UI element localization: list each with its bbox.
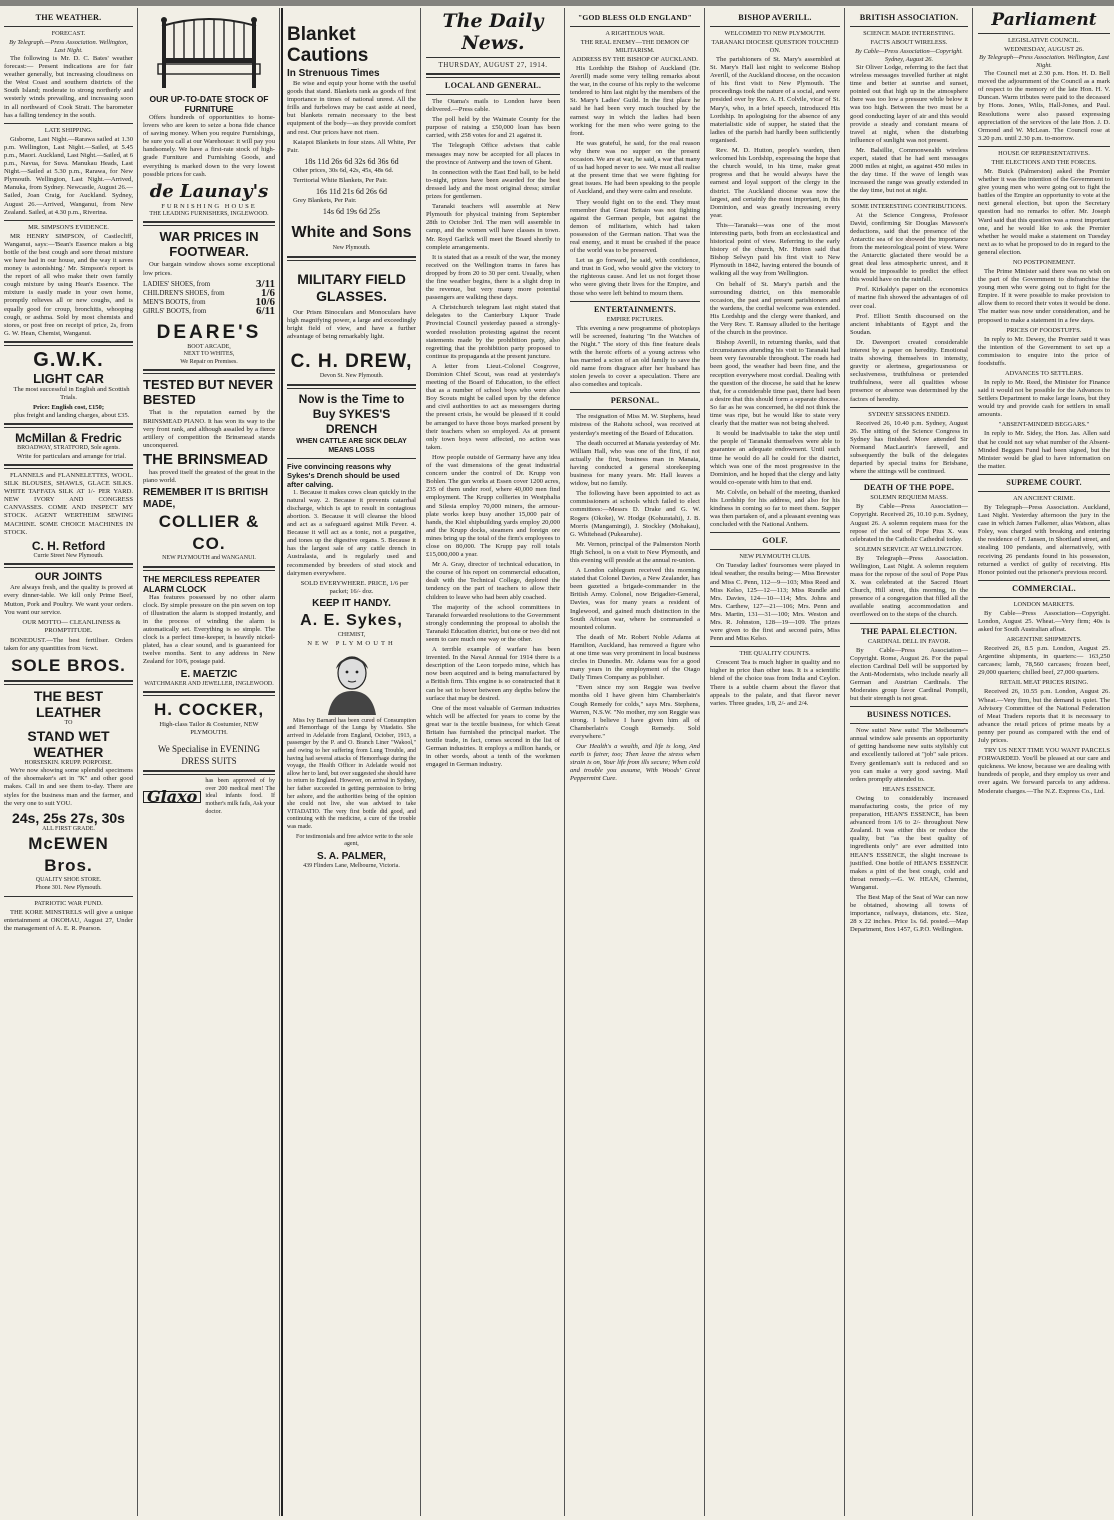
argentine-text: Received 26, 8.5 p.m. London, August 25. Argentine shipments, in quarters:— 163,250 carcases; lamb, 78,560 carcases; frozen beef, 29,000 quarters; chilled beef, 27,000 quarters. bbox=[978, 645, 1110, 677]
council-text: The Council met at 2.30 p.m. Hon. H. D. Bell moved the adjournment of the Council as a mark of respect to the memory of the late Hon. H. V. Duncan. Warm tributes were paid to the deceased by Hons. Jones, Wilis, Hall-Jones, and Paul. Resolutions were also passed expressing appreciation of the services of the late Hon. J. D. Ormond and W. McLean. The Council rose at 3.20 p.m. until 2.30 p.m. to-morrow. bbox=[978, 70, 1110, 142]
column-2 bbox=[139, 8, 280, 1516]
local-paragraph: The poll held by the Waimate County for the purpose of raising a £50,000 loan has been carried, with 258 votes for and 21 against it. bbox=[426, 116, 560, 140]
foodstuffs-text: In reply to Mr. Dewey, the Premier said it was the intention of the Government to set up a commission to enquire into the price of foodstuffs. bbox=[978, 335, 1110, 367]
war-price-row: LADIES' SHOES, from 3/11 bbox=[143, 277, 275, 290]
bed-illustration bbox=[154, 12, 264, 92]
supreme-court-heading: SUPREME COURT. bbox=[1006, 477, 1082, 487]
averill-paragraph: On behalf of St. Mary's parish and the surrounding district, on this memorable occasion, the past and present parishioners and the wardens, the cordial welcome was extended. His Lordship and the clergy were thanked, and the Very Rev. T. Ramsay alluded to the heritage of the church in the province. bbox=[710, 280, 840, 337]
furniture-text: Offers hundreds of opportunities to home-lovers who are keen to seize a bona fide chance of saving money. When you require Furnishings, be sure you call at our Warehouse: it will pay you handsomely. We have a first-rate stock of high-grade Furniture and Furnishing Goods, and everything is marked down to the very lowest possible prices for cash. bbox=[143, 114, 275, 178]
mcewen-heading: McEWEN Bros. bbox=[28, 834, 109, 876]
council-dateline: By Telegraph—Press Association. Wellington, Last Night. bbox=[979, 54, 1109, 70]
personal-paragraph: Mr. Vernon, principal of the Palmerston North High School, is on a visit to New Plymouth, and this evening will preside at the annual re-union. bbox=[570, 540, 700, 564]
ancient-crime-heading: AN ANCIENT CRIME. bbox=[1013, 494, 1075, 502]
keep-handy: KEEP IT HANDY. bbox=[312, 597, 391, 609]
foodstuffs-heading: PRICES OF FOODSTUFFS. bbox=[1006, 326, 1082, 334]
furniture-heading: OUR UP-TO-DATE STOCK OF FURNITURE bbox=[149, 94, 269, 114]
delaunay-address: THE LEADING FURNISHERS, INGLEWOOD. bbox=[149, 210, 269, 217]
sykes-heading: Now is the Time to Buy SYKES'S DRENCH bbox=[298, 391, 405, 436]
brinsmead-heading: THE BRINSMEAD bbox=[143, 450, 269, 468]
peppermint-poem: Our Health's a wealth, and life is long, And earth is fairer, too; Then leave the stress when strain is on, Your life from ills secure; When cold and trouble you assume, With Woods' Great Peppermint Cure. bbox=[570, 743, 700, 783]
glaxo-logo: Glaxo bbox=[143, 791, 201, 803]
collier-subheading: NEW PLYMOUTH and WANGANUI. bbox=[162, 555, 256, 562]
meat-prices-text: Received 26, 10.55 p.m. London, August 26. Wheat.—Very firm, but the demand is quiet. The Advisory Committee of the National Federation of Meat Traders reports that it is necessary to advance the retail prices of prime meats by a penny per pound as compared with the end of July prices. bbox=[978, 688, 1110, 744]
grey-label: Grey Blankets, Per Pair. bbox=[293, 197, 357, 205]
glaxo-text: has been approved of by over 200 medical men! The ideal infants food. If mother's milk fails, Ask your doctor. bbox=[205, 778, 275, 815]
local-paragraph: A Christchurch telegram last night stated that delegates to the Canterbury Liquor Trade Provincial Council yesterday passed a strongly-worded resolution protesting against the recent statements made by the prohibition party, also regretting that the prohibition party proposed to continue its propaganda at the present juncture. bbox=[426, 304, 560, 360]
local-paragraph: Mr A. Gray, director of technical education, in the course of his report on commercial education, dealt with the Technical College, deplored the tendency on the part of teachers to allow their children to leave who had been ably coached. bbox=[426, 561, 560, 601]
contributions-paragraph: Prof. Kirkaldy's paper on the economics of marine fish showed the advantages of oil over coal. bbox=[850, 286, 968, 310]
sykes-reasons-heading: Five convincing reasons why Sykes's Drench should be used after calving. bbox=[287, 461, 400, 489]
maetzic-subheading: WATCHMAKER AND JEWELLER, INGLEWOOD. bbox=[144, 680, 274, 687]
parliament-heading: Parliament bbox=[991, 10, 1097, 30]
assoc-subheading-2: FACTS ABOUT WIRELESS. bbox=[870, 39, 948, 46]
patriotic-heading: PATRIOTIC WAR FUND. bbox=[34, 899, 103, 907]
empire-text: This evening a new programme of photoplays will be screened, featuring "In the Watches of the Night." The story of this fine feature deals with the heroic efforts of a young actress who has married a scion of an old family to save the old name from disgrace after her husband has stolen jewels to cover a speculation. There are also comedies and topicals. bbox=[570, 324, 700, 389]
blanket-text: Be wise and equip your home with the useful goods that stand. Blankets rank as goods of first importance in times of national unrest. All the frills and furbelows may be cast aside at need, but blankets remain necessary to the best equipment of the body—as they provide comfort and rest. Our prices have not risen. bbox=[287, 80, 416, 136]
quality-counts-heading: THE QUALITY COUNTS. bbox=[739, 650, 811, 658]
column-3 bbox=[281, 8, 421, 1516]
mcmillan-text: Write for particulars and arrange for trial. bbox=[16, 452, 127, 460]
postponement-text: The Prime Minister said there was no wish on the part of the Government to disfranchise the young men who were going out to fight for the Empire. If it were possible to make provision to allow them to record their votes it would be done. The matter was now under consideration, and he proposed to make a statement in a few days. bbox=[978, 267, 1110, 324]
righteous-paragraph: His Lordship the Bishop of Auckland (Dr. Averill) made some very telling remarks about the war, in the course of his reply to the welcome tendered to him last night by the members of the St. Mary's Ladies' Guild. In the first place he said he had been very much touched by the earnest way in which the ladies had been working for the men who were going to the front. bbox=[570, 65, 700, 137]
alarm-text: Has features possessed by no other alarm clock. By simple pressure on the pin seven on top of illustration the alarm is stopped instantly, and in the process of winding the alarm is automatically set. Everything is so simple. The clock is a perfect time-keeper, is heavily nickel-plated, has a clear sound, and is guaranteed for twelve months. Sent to any address in New Zealand for 10/6, postage paid. bbox=[143, 593, 275, 666]
palmer-text: For testimonials and free advice write to the sole agent, bbox=[296, 833, 413, 848]
leather-to: TO bbox=[64, 720, 73, 727]
righteous-subheading-2: ADDRESS BY THE BISHOP OF AUCKLAND. bbox=[572, 56, 698, 63]
papal-election-subheading: CARDINAL DELL IN FAVOR. bbox=[867, 637, 951, 645]
column-5 bbox=[566, 8, 705, 1516]
gwk-heading: G.W.K. bbox=[33, 348, 104, 371]
weather-heading: THE WEATHER. bbox=[35, 13, 102, 22]
assoc-paragraph: Mr. Balsillie, Commonwealth wireless expert, stated that he had sent messages 2000 miles at night, as against 450 miles in the day time. If the wave of length was increased the range was greatly extended in the day time, but not at night. bbox=[850, 146, 968, 195]
flannel-text: FLANNELS and FLANNELETTES, WOOL. SILK BLOUSES, SHAWLS, GLACE SILKS. WHITE TAFFATA SILK AT 1/- PER YARD. NEW IVORY AND CONGRESS CANVASSES. COME AND INSPECT MY STOCK. AGENT WERTHEIM SEWING MACHINE. SOME CHOICE MACHINES IN STOCK. bbox=[4, 471, 133, 536]
house-text: Mr. Buick (Palmerston) asked the Premier whether it was the intention of the Government to give young men who were going out to fight the battles of the Empire an opportunity to vote at the next general election, but upon the Secretary question had no remarks to offer. Mr. Joseph Ward said that this question was a most important one, and he would like to ask the Premier whether he would make a statement on Tuesday next as to what he proposed to do in regard to the general election. bbox=[978, 167, 1110, 256]
patriotic-text: THE KORE MINSTRELS will give a unique entertainment at OKOHAU, August 27, Under the management of A. E. R. Pearson. bbox=[4, 908, 133, 932]
golf-subheading: NEW PLYMOUTH CLUB. bbox=[739, 553, 811, 561]
righteous-subheading: THE REAL ENEMY—THE DEMON OF MILITARISM. bbox=[580, 39, 690, 54]
wellington-service-heading: SOLEMN SERVICE AT WELLINGTON. bbox=[854, 545, 964, 553]
god-bless-heading: "GOD BLESS OLD ENGLAND" bbox=[577, 13, 693, 22]
mcmillan-heading: McMillan & Fredric bbox=[15, 431, 122, 446]
leather-subheading: HORSESKIN. KRUPP. PORPOISE. bbox=[24, 759, 113, 766]
righteous-paragraph: Let us go forward, he said, with confidence, and trust in God, who would give the victory to the righteous cause. And let us not forget those who were giving their lives for the Empire, and those who were left behind to mourn them. bbox=[570, 257, 700, 297]
averill-heading: BISHOP AVERILL. bbox=[738, 13, 812, 22]
portrait-illustration bbox=[322, 651, 382, 715]
simpson-text: MR HENRY SIMPSON, of Castlecliff, Wanganui, says:—'Bean's Essence makes a big bottle of the best cough and sore throat mixture we have had in our house, and the way it saves money is astonishing.' Mr. Simpson's report is the report of all who make their own family cough mixture by using Hean's Essence. The mixture is easily made in your own home, promptly relieves all or new coughs, and is equally good for croup, bronchitis, whooping cough, or asthma. Sold by most chemists and stores, or post free on receipt of price, 2s, from G. W. Hean, Chemist, Wanganui. bbox=[4, 232, 133, 337]
retford-heading: C. H. Retford bbox=[31, 538, 106, 553]
contributions-paragraph: Dr. Davenport created considerable interest by a paper on heredity. Emotional traits showing themselves in intensity, gravity or alertness, gregariousness or seclusiveness, truthfulness or pretended truthfulness, were all qualities whose presence or absence was determined by the factors of heredity. bbox=[850, 338, 968, 403]
papal-election-text: By Cable—Press Association—Copyright. Rome, August 26. For the papal election Cardinal Dell will be supported by the Anti-Modernists, who include nearly all German and Austrian Cardinals. The Moderates group favor Cardinal Pompili, but their strength is not great. bbox=[850, 646, 968, 703]
territorial-prices: 16s 11d 21s 6d 26s 6d bbox=[315, 187, 388, 197]
delaunay-heading: de Launay's bbox=[149, 180, 269, 202]
personal-paragraph: The death occurred at Manaia yesterday of Mr. William Hall, who was one of the first, if not actually the first, business man in Manaia, having conducted a general storekeeping business for many years. Mr. Hall leaves a widow, but no family. bbox=[570, 439, 700, 488]
assoc-subheading: SCIENCE MADE INTERESTING. bbox=[863, 30, 955, 37]
kaiapoi-label: Kaiapoi Blankets in four sizes. All White, Per Pair. bbox=[287, 138, 416, 154]
forecast-dateline: By Telegraph.—Press Association. Wellington, Last Night. bbox=[9, 39, 128, 54]
blanket-heading: Blanket Cautions bbox=[287, 24, 369, 66]
mcewen-subheading: QUALITY SHOE STORE. bbox=[35, 877, 102, 884]
palmer-heading: S. A. PALMER, bbox=[317, 850, 386, 862]
simpson-heading: MR. SIMPSON'S EVIDENCE. bbox=[28, 223, 109, 231]
commercial-heading: COMMERCIAL. bbox=[1012, 583, 1076, 593]
local-paragraph: In connection with the East End ball, to be held to-night, prizes have been awarded for the best dressed lady and the most original dress; similar prizes for gentlemen. bbox=[426, 168, 560, 201]
military-text: Our Prism Binoculars and Monoculars have high magnifying power, a large and exceedingly bright field of view, and have a further advantage of being remarkably light. bbox=[287, 308, 416, 340]
leather-heading: THE BEST LEATHER bbox=[33, 688, 104, 721]
tested-text: That is the reputation earned by the BRINSMEAD PIANO. It has won its way to the very front rank, and although assailed by a fierce artillery of competition the Brinsmead stands unconquered. bbox=[143, 409, 275, 449]
council-heading: LEGISLATIVE COUNCIL. bbox=[1007, 37, 1081, 44]
shipping-text: Gisborne, Last Night.—Rarawa sailed at 1.30 p.m. Wellington, Last Night.—Sailed, at 5.45 p.m., Maori. Auckland, Last Night.—Sailed, at 6 p.m., Navua, for Suva. Manukau Heads, Last Night.—Sailed at 5.30 p.m., Rarawa, for New Plymouth. Wellington, Last Night.—Arrived, Manuka, from Sydney. Newcastle, August 26.—Sailed, Joan Craig, for Auckland. Sydney, August 26.—Arrived, Wanganui, from New Zealand. Sailed, at 4.30 p.m., Riverina. bbox=[4, 135, 133, 216]
grey-prices: 14s 6d 19s 6d 25s bbox=[322, 207, 381, 217]
sole-bros-heading: SOLE BROS. bbox=[11, 656, 126, 676]
house-heading: HOUSE OF REPRESENTATIVES. bbox=[998, 149, 1090, 157]
beggars-heading: "ABSENT-MINDED BEGGARS." bbox=[998, 421, 1090, 429]
shipping-heading: LATE SHIPPING. bbox=[44, 126, 93, 134]
local-paragraph: A letter from Lieut.-Colonel Cosgrove, Dominion Chief Scout, was read at yesterday's meeting of the Board of Education, to the effect that as a number of school boys who were also Boy Scouts might be called upon by the defence and civil authorities to act as messengers during the present crisis, he would be pleased if it could be arranged to have those boys marked present by their teachers when so employed. As at present only town boys were affected, no action was taken. bbox=[426, 362, 560, 451]
delaunay-subheading: FURNISHING HOUSE bbox=[161, 202, 257, 210]
barnard-text: Miss Ivy Barnard has been cured of Consumption and Hemorrhage of the Lungs by Vitadatio. She arrived in Adelaide from England, October, 1913, a passenger by the P. and O. Branch Liner "Wakool," and owing to her suffering from Lung Trouble, and having had several attacks of Hemorrhage during the voyage, the Health Officer in Adelaide would not allow her to land, but over suggested she should have to return to England. However, on arrival in Sydney, her father succeeded in getting permission to bring her ashore, and the authorities being of the opinion she could not live, she was advised to take VITADATIO. The very first bottle did good, and continuing with the medicine, a cure of the trouble was made. bbox=[287, 717, 416, 830]
war-price-row: CHILDREN'S SHOES, from 1/6 bbox=[143, 286, 275, 299]
joints-heading: OUR JOINTS bbox=[34, 571, 103, 584]
assoc-paragraph: Sir Oliver Lodge, referring to the fact that wireless messages travelled further at night time and better at sunrise and sunset, pointed out that high up in the atmosphere there was too low a pressure while below it was too high. Between the two must be a good conducting layer of air and this would provide a steady and constant means of travel at night, when the disturbing influence of sunlight was not present. bbox=[850, 64, 968, 144]
deare-text: We Repair on Premises. bbox=[180, 358, 238, 365]
sykes-reasons: 1. Because it makes cows clean quickly in the natural way. 2. Because it prevents catarrhal discharge, which is apt to result in contagious abortion. 3. Because it will cleanse the blood and act as a safeguard against Milk Fever. 4. Because it will act as a tonic, not a purgative, and tones up the digestive organs. 5. Because it has the largest sale of any cattle drench in Australasia, and is regularly used and recommended by breeders of stud stock and dairymen everywhere. bbox=[287, 488, 416, 577]
personal-paragraph: The death of Mr. Robert Noble Adams at Hamilton, Auckland, has removed a figure who at one time was very prominent in local business circles in Dunedin. Mr. Adams was for a good many years in the employment of the Otago Daily Times Company as publisher. bbox=[570, 633, 700, 682]
drew-address: Devon St. New Plymouth. bbox=[319, 373, 384, 380]
deare-subheading: BOOT ARCADE, bbox=[187, 343, 231, 350]
bonedust-text: BONEDUST.—The best fertiliser. Orders taken for any quantities from ¼cwt. bbox=[4, 636, 133, 652]
gwk-text: The most successful in English and Scottish Trials. bbox=[13, 385, 130, 401]
london-markets-text: By Cable—Press Association—Copyright. London, August 25. Wheat.—Very firm; 40s is asked for South Australian afloat. bbox=[978, 609, 1110, 633]
masthead-title: The Daily News. bbox=[442, 10, 544, 54]
local-paragraph: A terrible example of warfare has been invented. In the Naval Annual for 1914 there is a description of the Leon torpedo mine, which has now been acquired and is being manufactured by a British firm. This engine is so constructed that it can be set to hover between any depths below the surface that may be desired. bbox=[426, 646, 560, 702]
deare-address: NEXT TO WHITES, bbox=[183, 351, 235, 358]
meat-prices-heading: RETAIL MEAT PRICES RISING. bbox=[999, 679, 1089, 687]
argentine-heading: ARGENTINE SHIPMENTS. bbox=[1006, 636, 1082, 644]
gwk-subheading: LIGHT CAR bbox=[33, 370, 104, 386]
asykes-heading: A. E. Sykes, bbox=[300, 611, 403, 629]
postponement-heading: NO POSTPONEMENT. bbox=[1012, 258, 1076, 266]
cocker-heading: H. COCKER, bbox=[153, 700, 265, 720]
mcewen-phone: Phone 301. New Plymouth. bbox=[35, 884, 102, 891]
territorial-label: Territorial White Blankets, Per Pair. bbox=[293, 176, 388, 184]
column-4 bbox=[422, 8, 565, 1516]
ancient-crime-text: By Telegraph—Press Association. Auckland, Last Night. Yesterday afternoon the jury in the case in which James Falkener, alias Watson, alias Foley, was charged with breaking and entering the residence of F. Jansen, in Shortland street, and stealing 100 pendants, and alternatively, with receiving 26 pendants found in his possession, returned a verdict of guilty of receiving. His Honor pointed out the prisoner's previous record. bbox=[978, 503, 1110, 576]
white-sons-subheading: New Plymouth. bbox=[332, 245, 371, 252]
war-prices-text: Our bargain window shows some exceptional low prices. bbox=[143, 261, 275, 277]
drew-heading: C. H. DREW, bbox=[290, 351, 413, 373]
personal-paragraph: A London cablegram received this morning stated that Colonel Davies, a New Zealander, has been gazetted a brigade-commander in the British Army. Colonel, now Brigadier-General, Davies, was for many years a resident of Inglewood, and gained much distinction in the South African war, where he commanded a mounted column. bbox=[570, 567, 700, 631]
righteous-paragraph: He was grateful, he said, for the real reason why there was no supper on the present occasion. We are at war, he said, a war that many of us had hoped never to see. We must all realise at the present time that we were fighting for great issues. He had been speaking to the people of Auckland, and they were calm and resolute. bbox=[570, 139, 700, 196]
averill-paragraph: Mr. Colvile, on behalf of the meeting, thanked his Lordship for his address, and also for his kindness in coming so far to meet them. Supper was then partaken of, and a pleasant evening was concluded with the National Anthem. bbox=[710, 488, 840, 529]
elections-heading: THE ELECTIONS AND THE FORCES. bbox=[991, 158, 1097, 166]
beggars-text: In reply to Mr. Sidey, the Hon. Jas. Allen said that he could not say what number of the Absent-Minded Beggars Fund had been signed, but the Minister would be glad to have information on the matter. bbox=[978, 430, 1110, 470]
motto-text: OUR MOTTO— CLEANLINESS & PROMPTITUDE. bbox=[22, 618, 121, 634]
entertainments-heading: ENTERTAINMENTS. bbox=[594, 304, 676, 314]
masthead-date: THURSDAY, AUGUST 27, 1914. bbox=[438, 61, 548, 69]
contributions-paragraph: Prof. Elliott Smith discoursed on the ancient inhabitants of Egypt and the Soudan. bbox=[850, 312, 968, 336]
forecast-heading: FORECAST. bbox=[51, 30, 86, 37]
averill-paragraph: Rev. M. D. Hutton, people's warden, then welcomed his Lordship, expressing the hope that the church would, in his time, make great progress and that he would always have the earnest and loyal support of the clergy in the district. The Auckland diocese was now the largest, and certainly the most important, in this Dominion, and was greatly increasing every year. bbox=[710, 147, 840, 219]
local-paragraph: One of the most valuable of German industries which will be affected for years to come by the great war is the textile business, for which Great Britain has furnished the principal market. The textile trade, in fact, comes second in the list of German industries. It employs a million hands, or in other words, about a tenth of the workmen engaged in German industry. bbox=[426, 704, 560, 769]
heans-text: Owing to considerably increased manufacturing costs, the price of my preparation, HEAN'S ESSENCE, has been advanced from 1/6 to 2/- throughout New Zealand. It was either this or reduce the quality, but "as the best quality of ingredients only" are ever admitted into HEAN'S ESSENCE, the slight increase is justified. One bottle of HEAN'S ESSENCE makes a pint of the best cough, cold and throat remedy.—G. W. HEAN, Chemist, Wanganui. bbox=[850, 794, 968, 891]
asykes-town: NEW PLYMOUTH bbox=[307, 639, 396, 647]
righteous-heading: A RIGHTEOUS WAR. bbox=[605, 30, 665, 37]
military-heading: MILITARY FIELD GLASSES. bbox=[297, 270, 406, 304]
settlers-heading: ADVANCES TO SETTLERS. bbox=[1005, 370, 1083, 377]
london-markets-heading: LONDON MARKETS. bbox=[1013, 600, 1075, 608]
sykes-subheading: WHEN CATTLE ARE SICK DELAY MEANS LOSS bbox=[296, 437, 407, 454]
assoc-heading: BRITISH ASSOCIATION. bbox=[859, 13, 959, 22]
retford-address: Currie Street New Plymouth. bbox=[33, 552, 104, 559]
pope-heading: DEATH OF THE POPE. bbox=[863, 483, 955, 493]
pope-subheading: SOLEMN REQUIEM MASS. bbox=[870, 494, 948, 502]
averill-subheading-2: TARANAKI DIOCESE QUESTION TOUCHED ON. bbox=[711, 39, 839, 54]
contributions-heading: SOME INTERESTING CONTRIBUTIONS. bbox=[851, 202, 967, 210]
settlers-text: In reply to Mr. Reed, the Minister for Finance said it would not be possible for the Advances to Settlers Department to make large loans, but they would try and provide cash for settlers in small amounts. bbox=[978, 379, 1110, 419]
war-price-row: GIRLS' BOOTS, from 6/11 bbox=[143, 304, 275, 317]
deare-heading: DEARE'S bbox=[156, 321, 262, 343]
war-map-text: The Best Map of the Seat of War can now be obtained, showing all towns of importance, railways, distances, etc. Size, 28 x 22 inches. Price 1s. 6d. posted.—Map Department, Box 1457, G.P.O. Wellington. bbox=[850, 893, 968, 934]
heans-heading: HEAN'S ESSENCE. bbox=[882, 785, 936, 793]
sessions-ended-text: Received 26, 10.40 p.m. Sydney, August 26. The sitting of the Science Congress in Sydney has finished. More attended Sir Normand MacLaurin's farewell, and subsequently the bulk of the delegates departed by special trains for Brisbane, where the sittings will be continued. bbox=[850, 419, 968, 476]
cocker-subheading: High-class Tailor & Costumier, NEW PLYMOUTH. bbox=[159, 721, 259, 737]
war-price-row: MEN'S BOOTS, from 10/6 bbox=[143, 295, 275, 308]
gwk-price-detail: plus freight and landing charges, about £35. bbox=[13, 412, 130, 420]
averill-subheading: WELCOMED TO NEW PLYMOUTH. bbox=[724, 30, 826, 37]
sykes-price: SOLD EVERYWHERE. PRICE, 1/6 per packet; 16/- doz. bbox=[300, 579, 409, 595]
gwk-price: Price: English cost, £150; bbox=[32, 404, 105, 412]
column-7 bbox=[846, 8, 973, 1516]
empire-heading: EMPIRE PICTURES. bbox=[606, 315, 664, 323]
contributions-paragraph: At the Science Congress, Professor David, confirming Sir Douglas Mawson's deductions, said that the presence of the Antarctic sea of ice showed the importance from the meteorological point of view. Were the Antarctic glaciated there would be a great deal less atmospheric unrest, and it would be impossible to predict the effect this would have on the rainfall. bbox=[850, 211, 968, 284]
white-sons-heading: White and Sons bbox=[291, 224, 412, 242]
leather-heading-2: STAND WET WEATHER bbox=[27, 727, 110, 760]
column-1 bbox=[0, 8, 138, 1516]
local-paragraph: How people outside of Germany have any idea of the vast dimensions of the great industrial concern under the control of Dr. Krupp von Bohlen. The gun works at Essen cover 1200 acres, 235 of them under roof, where 40,000 men find employment. The Krupp collieries in Westphalia and Silesia employ 70,000 miners, the armour-plate works keep busy another 15,000 pair of hands, the Kiel shipbuilding yards employ 20,000 and the Krupp docks, steamers and foreign ore mines bring up the total of the firm's employees to close on 80,000. The Krupp pay roll totals £15,000,000 a year. bbox=[426, 453, 560, 559]
leather-text: We're now showing some splendid specimens of the shoemaker's art in "K" and other good makes. Call in and see them to-day. There are styles for the business man and the farmer, and the very one to suit YOU. bbox=[4, 767, 133, 807]
brinsmead-tagline: REMEMBER IT IS BRITISH MADE, bbox=[143, 487, 269, 511]
righteous-paragraph: They would fight on to the end. They must remember that Great Britain was not fighting against the German people, but against the demon of militarism, which had taken possession of the German nation. That was the real enemy, and it must be crushed if the peace of the world was to be preserved. bbox=[570, 198, 700, 255]
asykes-subheading: CHEMIST, bbox=[337, 631, 366, 638]
collier-heading: COLLIER & CO. bbox=[158, 512, 260, 554]
local-paragraph: The Telegraph Office advises that cable messages may now be accepted for all places in the province of Antwerp and the town of Ghent. bbox=[426, 142, 560, 166]
glaxo-ad bbox=[143, 778, 275, 816]
wellington-service-text: By Telegraph—Press Association. Wellington, Last Night. A solemn requiem mass for the repose of the soul of Pope Pius X. was celebrated at the Sacred Heart Church, Hill street, this morning, in the presence of a congregation that filled all the available seating accommodation and overflowed on to the steps of the church. bbox=[850, 554, 968, 619]
war-prices-heading: WAR PRICES IN FOOTWEAR. bbox=[159, 229, 259, 260]
cocker-text: We Specialise in EVENING DRESS SUITS bbox=[158, 744, 260, 767]
personal-paragraph: The following have been appointed to act as commissioners at schools which failed to elect committees:—Messrs D. Drake and G. W. Rogers (Okoke), W. Hodge (Kohuratahi), J. B. Morris (Mangamingi), J. Stockley (Mohakau), G. Whitehead (Pukearuhe). bbox=[570, 490, 700, 538]
local-paragraph: The Otama's mails to London have been delivered.—Press cable. bbox=[426, 98, 560, 114]
averill-paragraph: This—Taranaki—was one of the most interesting parts, both from an ecclesiastical and historical point of view. Referring to the early history of the church, Mr. Hutton said that Bishop Selwyn paid his first visit to New Plymouth in 1842, having entered the bounds of walking all the way from Wellington. bbox=[710, 221, 840, 278]
war-price-list bbox=[143, 277, 275, 317]
maetzic-heading: E. MAETZIC bbox=[180, 668, 238, 680]
alarm-heading: THE MERCILESS REPEATER ALARM CLOCK bbox=[143, 573, 260, 594]
averill-paragraph: Bishop Averill, in returning thanks, said that circumstances attending his visit to Taranaki had been very favourable throughout. The roads had been good, the weather had been fine, and the reception everywhere most cordial. Dealing with the question of the diocese, he said that he knew that, for a considerable time past, there had been a desire that this should form a separate diocese. So far as he was concerned, he did not think the time was ripe, but he would like to state very clearly that the matter was not being shelved. bbox=[710, 339, 840, 428]
joints-text: Are always fresh, and the quality is proved at every dinner-table. We kill only Prime Beef, Mutton, Pork and Poultry. We want your orders. You want our service. bbox=[4, 584, 133, 616]
kaiapoi-prices: 18s 11d 26s 6d 32s 6d 36s 6d bbox=[304, 156, 399, 166]
brinsmead-text: has proved itself the greatest of the great in the piano world. bbox=[143, 468, 275, 484]
local-paragraph: Taranaki teachers will assemble at New Plymouth for physical training from September 28th to October 3rd. The men will assemble in camp, and the women will have classes in town. Mr. Royd Garlick will meet the Board shortly to complete arrangements. bbox=[426, 203, 560, 251]
business-notices-text: Now suits! New suits! The Melbourne's annual window sale presents an opportunity of getting handsome new suits stylishly cut and excellently tailored at "job" sale prices. Every gentleman's suit is reduced and so you can make a very good saving. Mail orders promptly attended to. bbox=[850, 727, 968, 783]
top-border bbox=[0, 0, 1114, 6]
personal-paragraph: The resignation of Miss M. W. Stephens, head mistress of the Rahotu school, was received at yesterday's meeting of the Board of Education. bbox=[570, 413, 700, 437]
column-6 bbox=[706, 8, 845, 1516]
tested-heading: TESTED BUT NEVER BESTED bbox=[143, 377, 274, 408]
local-paragraph: The majority of the school committees in Taranaki forwarded resolutions to the Government strongly condemning the proposal to abolish the Taranaki Education district, but one or two did not seem to care much one way or the other. bbox=[426, 603, 560, 643]
leather-prices: 24s, 25s 27s, 30s bbox=[12, 809, 125, 826]
personal-heading: PERSONAL. bbox=[610, 396, 660, 406]
business-notices-heading: BUSINESS NOTICES. bbox=[867, 710, 951, 720]
personal-paragraph: "Even since my son Reggie was twelve months old I have given him Chamberlain's Cough Remedy for colds," says Mrs. Stephens, Warren, N.S.W. "No mother, my son Reggie was strong. I believe I have given him all of Chamberlain's Cough Remedy. Sold everywhere." bbox=[570, 684, 700, 740]
other-prices: Other prices, 30s 6d, 42s, 45s, 48s 6d. bbox=[293, 166, 394, 174]
averill-paragraph: The parishioners of St. Mary's assembled at St. Mary's Hall last night to welcome Bishop Averill, of the Auckland diocese, on the occasion of his first visit to New Plymouth. The proceedings took the nature of a social, and were presided over by Rev. A. H. Colvile, vicar of St. Mary's, who, in a brief speech, introduced His Lordship. In apologising for the absence of any materialistic side of supper, he stated that the ladies of the parish had hardly been sufficiently organised. bbox=[710, 56, 840, 144]
local-paragraph: It is stated that as a result of the war, the money received on the Wellington trams in fares has dropped by from 20 to 30 per cent. Usually, when the fine weather begins, there is a slight drop in the revenue, but very many more potential passengers are walking these days. bbox=[426, 253, 560, 302]
papal-election-heading: THE PAPAL ELECTION. bbox=[860, 626, 958, 636]
mcmillan-address: BROADWAY, STRATFORD, Sole agents. bbox=[17, 445, 120, 452]
quality-counts-text: Crescent Tea is much higher in quality and no higher in price than other teas. It is a scientific blend of the choice teas from India and Ceylon. There is a subtle charm about the flavor that appeals to the palate, and that flavor never varies. Three grades, 1/8, 2/- and 2/4. bbox=[710, 659, 840, 707]
assoc-dateline: By Cable—Press Association—Copyright. Sydney, August 26. bbox=[855, 48, 963, 63]
forecast-text: The following is Mr. D. C. Bates' weather forecast:— Present indications are for fair weather generally, but increasing cloudiness on the West Coast and southern districts of the South Island; moderate to strong northerly and westerly winds prevailing, and increasing soon in all northward of Cook Strait. The barometer has a falling tendency in the south. bbox=[4, 55, 133, 119]
council-date: WEDNESDAY, AUGUST 26. bbox=[1004, 46, 1084, 53]
blanket-subheading: In Strenuous Times bbox=[287, 68, 380, 79]
first-grade: ALL FIRST GRADE. bbox=[42, 825, 95, 832]
express-text: TRY US NEXT TIME YOU WANT PARCELS FORWARDED. You'll be pleased at our care and quickness. We know, because we are dealing with hundreds of people, and they employ us over and over again. We forward parcels to any address. Moderate charges.—The N.Z. Express Co., Ltd. bbox=[978, 747, 1110, 795]
averill-paragraph: It would be inadvisable to take the step until the people of Taranaki themselves were able to guarantee an adequate endowment. Until such time he would do all he could for the district, which was one of the most progressive in the Dominion, and he hoped that the clergy and laity would co-operate with him to that end. bbox=[710, 430, 840, 486]
pope-text: By Cable—Press Association—Copyright. Received 26, 10.10 p.m. Sydney, August 26. A solemn requiem mass for the repose of the soul of Pope Pius X. was celebrated in the Catholic Cathedral today. bbox=[850, 503, 968, 543]
sessions-ended-heading: SYDNEY SESSIONS ENDED. bbox=[868, 410, 950, 418]
local-general-heading: LOCAL AND GENERAL. bbox=[444, 81, 542, 90]
palmer-address: 439 Flinders Lane, Melbourne, Victoria. bbox=[303, 862, 400, 869]
column-8 bbox=[974, 8, 1114, 1516]
golf-heading: GOLF. bbox=[762, 536, 788, 546]
golf-text: On Tuesday ladies' foursomes were played in ideal weather, the results being:— Miss Brewster and Miss C. Penn, 112—9—103; Miss Reed and Miss Kelso, 125—12—113; Miss Rundle and Mrs. Davies, 124—10—114; Mrs. Johns and Mrs. Carthew, 127—21—106; Mrs. Penn and Mrs. Martin, 131—31—100; Mrs. Weston and Mrs. R. Johnston, 128—19—109. The prizes were given to the first and second pairs, Miss Penn and Miss Kelso. bbox=[710, 562, 840, 643]
